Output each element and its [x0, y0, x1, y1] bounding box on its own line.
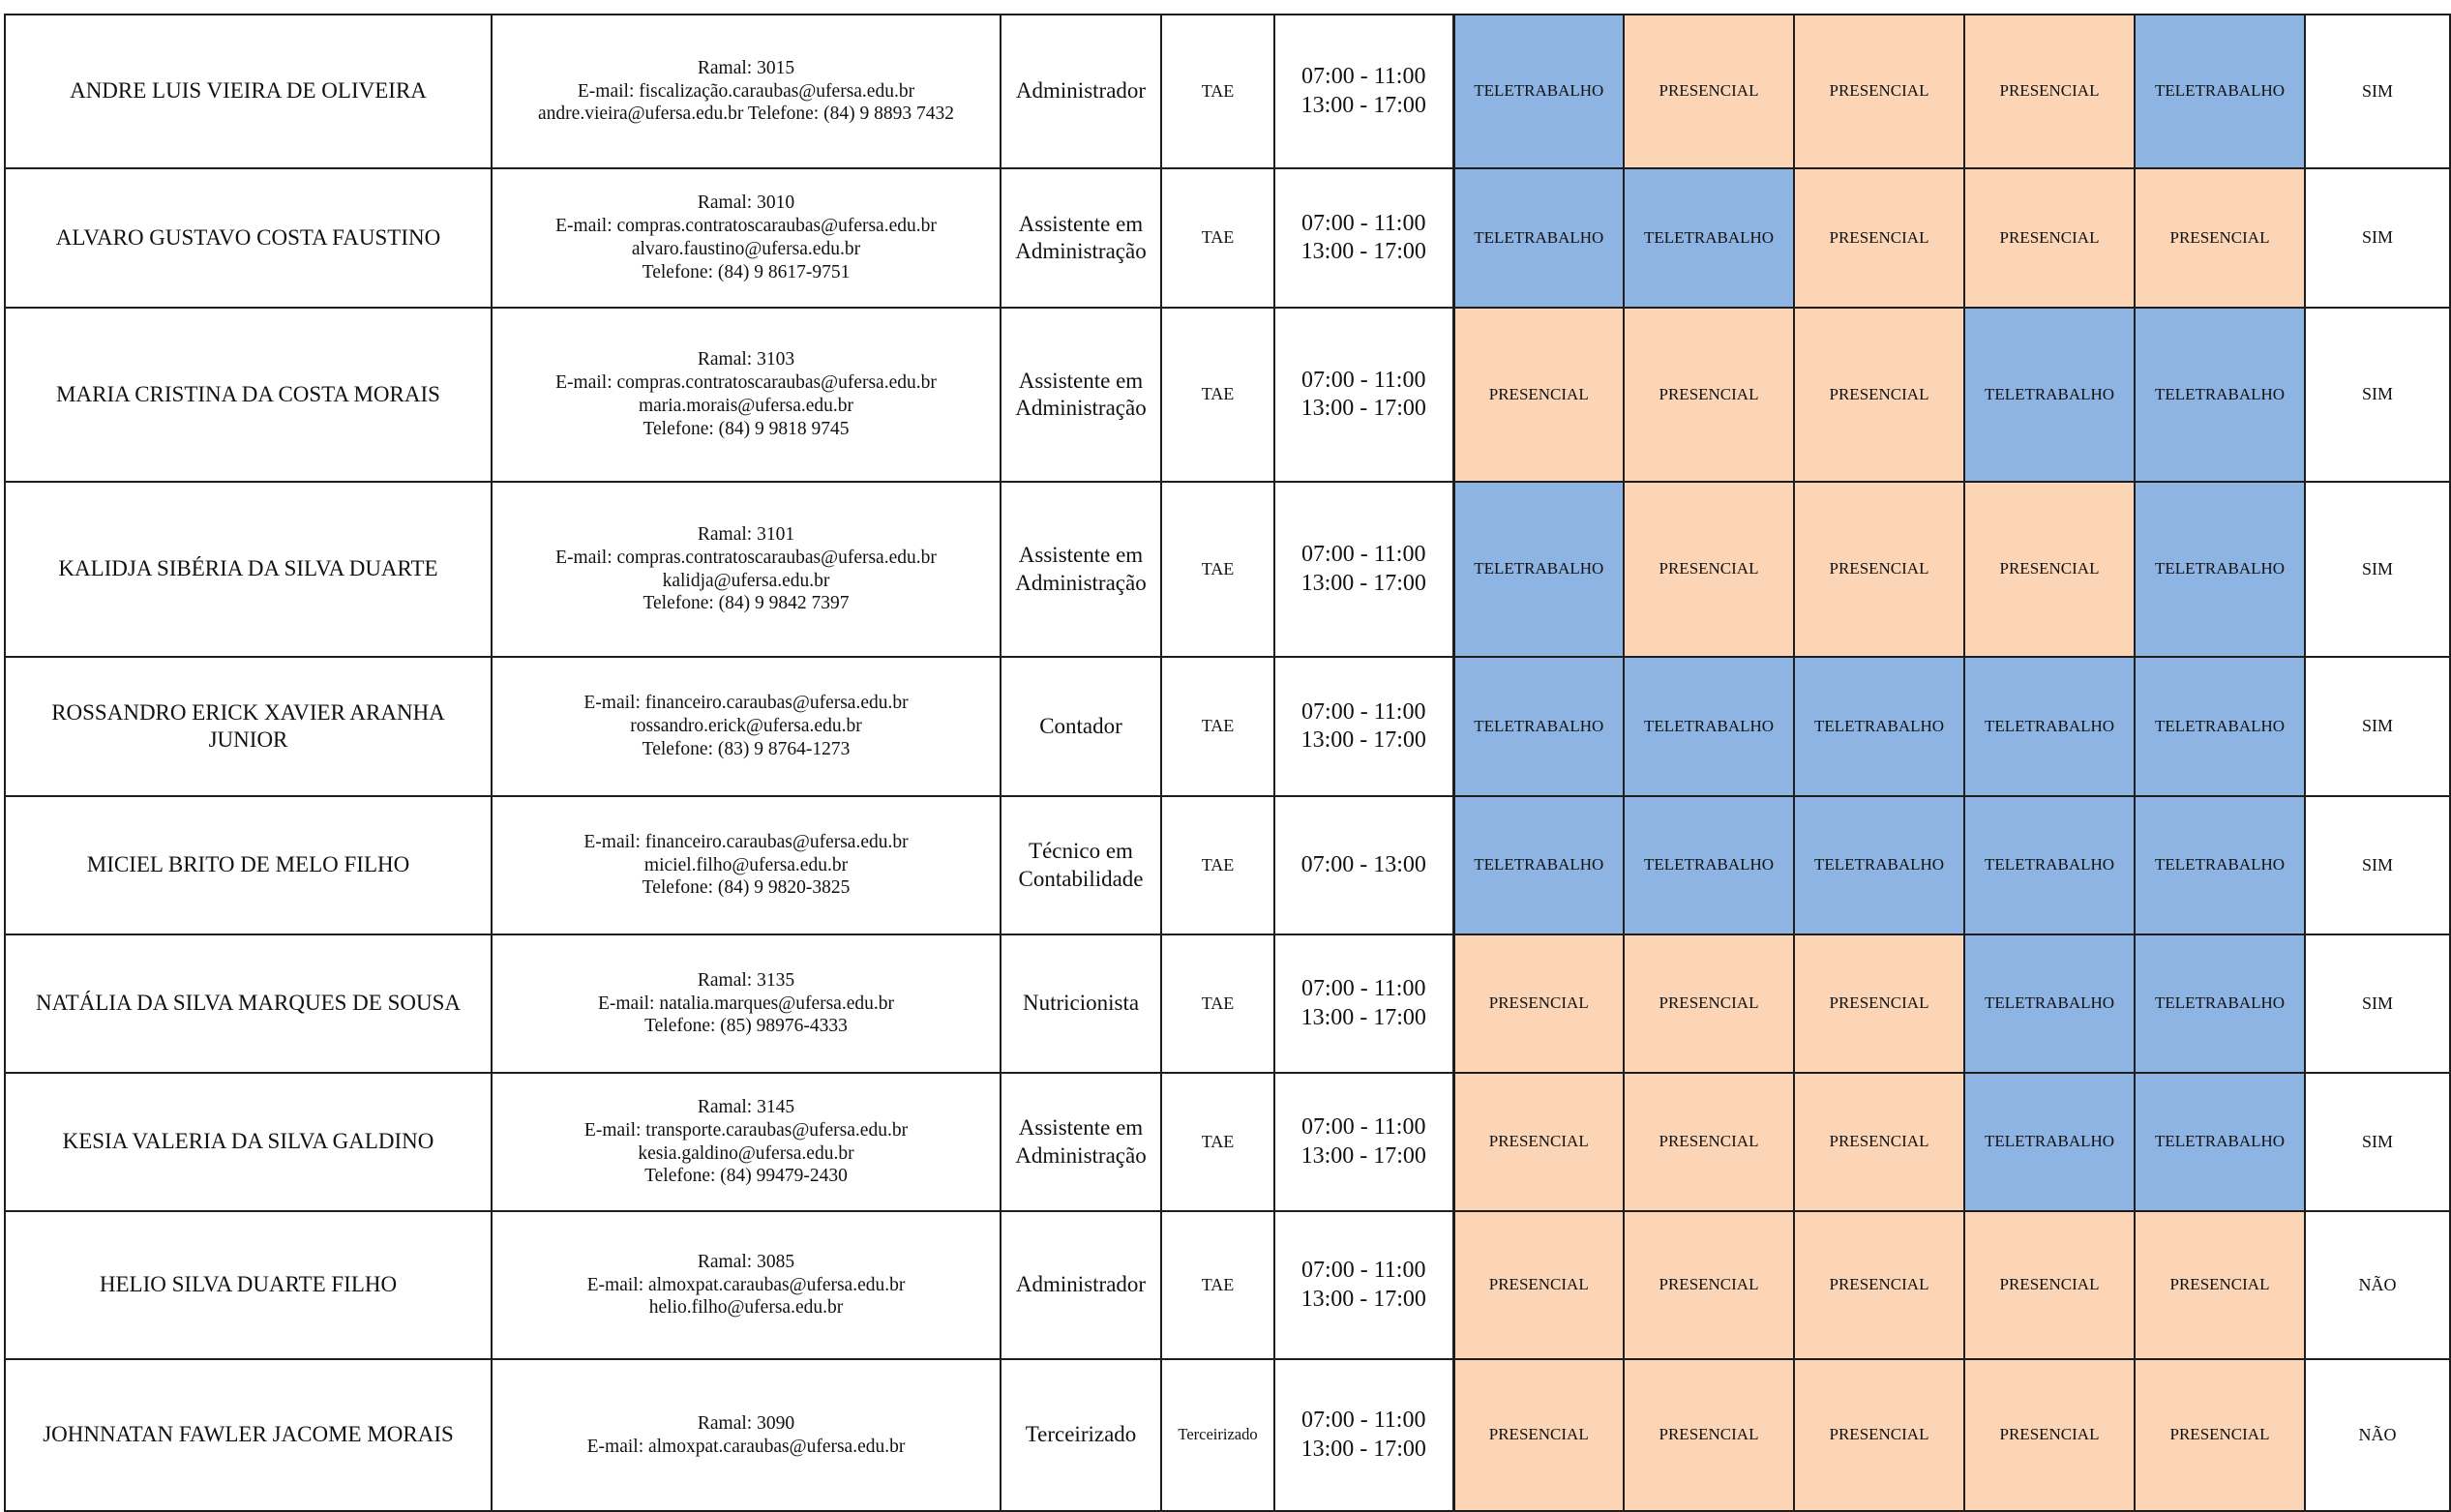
table-row: [5, 1073, 2450, 1211]
schedule-day-5: TELETRABALHO: [2135, 934, 2305, 1073]
job-title: [1001, 15, 1161, 168]
schedule-day-3: PRESENCIAL: [1794, 15, 1964, 168]
schedule-day-3: PRESENCIAL: [1794, 1359, 1964, 1511]
employee-name: MARIA CRISTINA DA COSTA MORAIS: [5, 308, 492, 482]
schedule-day-5: TELETRABALHO: [2135, 15, 2305, 168]
table-body: [5, 15, 2450, 1511]
schedule-day-3: PRESENCIAL: [1794, 934, 1964, 1073]
contact-info: [492, 1073, 1001, 1211]
status-flag: SIM: [2305, 1073, 2450, 1211]
schedule-day-3: PRESENCIAL: [1794, 1211, 1964, 1359]
work-hours-line: 07:00 - 11:00: [1301, 367, 1426, 393]
contact-info: [492, 796, 1001, 934]
table-row: [5, 15, 2450, 168]
table-row: [5, 308, 2450, 482]
contact-line: E-mail: almoxpat.caraubas@ufersa.edu.br: [586, 1436, 906, 1457]
schedule-day-3: PRESENCIAL: [1794, 482, 1964, 657]
work-hours-line: 13:00 - 17:00: [1300, 1286, 1426, 1312]
table-row: [5, 482, 2450, 657]
contact-line: E-mail: compras.contratoscaraubas@ufersa.edu.br: [555, 547, 937, 568]
job-title: [1001, 482, 1161, 657]
job-title: [1001, 796, 1161, 934]
work-hours-line: 07:00 - 11:00: [1301, 542, 1426, 568]
staff-schedule-table: [4, 14, 2451, 1512]
status-flag: SIM: [2305, 15, 2450, 168]
contact-line: E-mail: natalia.marques@ufersa.edu.br: [597, 993, 894, 1014]
schedule-day-5: TELETRABALHO: [2135, 482, 2305, 657]
work-hours-line: 13:00 - 17:00: [1300, 396, 1426, 421]
work-hours-line: 13:00 - 17:00: [1300, 92, 1426, 118]
work-hours-line: 07:00 - 11:00: [1301, 1258, 1426, 1284]
job-title-line: Assistente em: [1018, 368, 1144, 393]
work-hours-line: 13:00 - 17:00: [1300, 1436, 1426, 1462]
category: TAE: [1161, 308, 1274, 482]
work-hours-line: 13:00 - 17:00: [1300, 1004, 1426, 1030]
job-title-line: Administração: [1015, 570, 1147, 595]
contact-line: E-mail: financeiro.caraubas@ufersa.edu.br: [583, 831, 909, 852]
contact-line: Ramal: 3010: [697, 193, 795, 214]
contact-info: [492, 15, 1001, 168]
contact-line: helio.filho@ufersa.edu.br: [648, 1297, 844, 1319]
schedule-day-3: TELETRABALHO: [1794, 657, 1964, 796]
job-title: [1001, 1359, 1161, 1511]
schedule-day-5: PRESENCIAL: [2135, 1359, 2305, 1511]
status-flag: NÃO: [2305, 1211, 2450, 1359]
contact-line: Ramal: 3103: [697, 349, 795, 371]
contact-line: rossandro.erick@ufersa.edu.br: [630, 716, 862, 737]
contact-line: E-mail: compras.contratoscaraubas@ufersa.edu.br: [555, 372, 937, 394]
schedule-day-4: PRESENCIAL: [1964, 1211, 2135, 1359]
schedule-day-4: TELETRABALHO: [1964, 934, 2135, 1073]
table-row: [5, 168, 2450, 308]
schedule-day-1: PRESENCIAL: [1453, 1073, 1624, 1211]
category: TAE: [1161, 934, 1274, 1073]
schedule-day-4: PRESENCIAL: [1964, 168, 2135, 308]
employee-name: NATÁLIA DA SILVA MARQUES DE SOUSA: [5, 934, 492, 1073]
contact-line: maria.morais@ufersa.edu.br: [638, 396, 854, 416]
work-hours-line: 07:00 - 13:00: [1300, 851, 1426, 877]
category: TAE: [1161, 168, 1274, 308]
schedule-day-1: PRESENCIAL: [1453, 934, 1624, 1073]
category: TAE: [1161, 657, 1274, 796]
schedule-day-5: PRESENCIAL: [2135, 168, 2305, 308]
schedule-day-5: TELETRABALHO: [2135, 308, 2305, 482]
employee-name: ALVARO GUSTAVO COSTA FAUSTINO: [5, 168, 492, 308]
work-hours: [1274, 934, 1453, 1073]
schedule-day-3: TELETRABALHO: [1794, 796, 1964, 934]
table-row: [5, 796, 2450, 934]
contact-line: Telefone: (83) 9 8764-1273: [642, 738, 851, 759]
job-title-line: Assistente em: [1018, 543, 1144, 568]
employee-name: ROSSANDRO ERICK XAVIER ARANHA JUNIOR: [5, 657, 492, 796]
schedule-day-1: TELETRABALHO: [1453, 15, 1624, 168]
schedule-day-5: TELETRABALHO: [2135, 796, 2305, 934]
job-title: [1001, 308, 1161, 482]
category: TAE: [1161, 1073, 1274, 1211]
status-flag: SIM: [2305, 168, 2450, 308]
job-title-line: Terceirizado: [1025, 1422, 1137, 1447]
work-hours-line: 07:00 - 11:00: [1301, 1408, 1426, 1434]
employee-name: HELIO SILVA DUARTE FILHO: [5, 1211, 492, 1359]
schedule-day-1: TELETRABALHO: [1453, 796, 1624, 934]
schedule-day-4: TELETRABALHO: [1964, 308, 2135, 482]
schedule-day-1: PRESENCIAL: [1453, 1211, 1624, 1359]
schedule-day-1: TELETRABALHO: [1453, 657, 1624, 796]
schedule-day-4: TELETRABALHO: [1964, 657, 2135, 796]
contact-line: E-mail: compras.contratoscaraubas@ufersa.edu.br: [555, 216, 937, 237]
work-hours: [1274, 657, 1453, 796]
work-hours: [1274, 168, 1453, 308]
schedule-day-2: PRESENCIAL: [1624, 934, 1794, 1073]
contact-info: [492, 934, 1001, 1073]
work-hours-line: 07:00 - 11:00: [1301, 1114, 1426, 1141]
work-hours-line: 13:00 - 17:00: [1300, 727, 1426, 753]
status-flag: SIM: [2305, 934, 2450, 1073]
schedule-day-2: PRESENCIAL: [1624, 1073, 1794, 1211]
schedule-day-2: PRESENCIAL: [1624, 308, 1794, 482]
contact-line: miciel.filho@ufersa.edu.br: [643, 854, 849, 875]
schedule-day-2: TELETRABALHO: [1624, 657, 1794, 796]
schedule-day-5: TELETRABALHO: [2135, 1073, 2305, 1211]
work-hours-line: 13:00 - 17:00: [1300, 570, 1426, 596]
category: TAE: [1161, 15, 1274, 168]
contact-info: [492, 657, 1001, 796]
work-hours-line: 13:00 - 17:00: [1300, 239, 1426, 264]
schedule-day-4: TELETRABALHO: [1964, 796, 2135, 934]
employee-name: KALIDJA SIBÉRIA DA SILVA DUARTE: [5, 482, 492, 657]
contact-info: [492, 168, 1001, 308]
contact-line: Ramal: 3015: [697, 57, 795, 78]
contact-line: Telefone: (85) 98976-4333: [644, 1016, 848, 1037]
work-hours: [1274, 308, 1453, 482]
job-title-line: Técnico em: [1029, 839, 1133, 864]
work-hours: [1274, 1211, 1453, 1359]
table-row: [5, 657, 2450, 796]
contact-line: Telefone: (84) 9 9842 7397: [643, 593, 850, 614]
category: TAE: [1161, 796, 1274, 934]
table-row: [5, 1359, 2450, 1511]
employee-name: ANDRE LUIS VIEIRA DE OLIVEIRA: [5, 15, 492, 168]
job-title-line: Contador: [1039, 713, 1122, 738]
job-title: [1001, 1211, 1161, 1359]
schedule-day-4: PRESENCIAL: [1964, 15, 2135, 168]
job-title: [1001, 934, 1161, 1073]
job-title-line: Administração: [1015, 396, 1147, 420]
schedule-day-3: PRESENCIAL: [1794, 308, 1964, 482]
work-hours: [1274, 482, 1453, 657]
schedule-day-2: TELETRABALHO: [1624, 796, 1794, 934]
schedule-day-1: TELETRABALHO: [1453, 168, 1624, 308]
employee-name: KESIA VALERIA DA SILVA GALDINO: [5, 1073, 492, 1211]
schedule-day-1: TELETRABALHO: [1453, 482, 1624, 657]
job-title-line: Assistente em: [1018, 1115, 1144, 1141]
contact-line: Ramal: 3090: [697, 1412, 795, 1434]
work-hours-line: 07:00 - 11:00: [1301, 698, 1426, 725]
contact-line: Ramal: 3145: [697, 1096, 795, 1117]
schedule-day-4: PRESENCIAL: [1964, 1359, 2135, 1511]
job-title-line: Administrador: [1015, 1272, 1147, 1297]
work-hours: [1274, 15, 1453, 168]
contact-line: Telefone: (84) 9 9820-3825: [642, 877, 851, 899]
contact-info: [492, 308, 1001, 482]
job-title-line: Administração: [1015, 1142, 1147, 1168]
job-title-line: Administrador: [1015, 78, 1147, 104]
schedule-day-2: PRESENCIAL: [1624, 482, 1794, 657]
schedule-day-4: TELETRABALHO: [1964, 1073, 2135, 1211]
category: TAE: [1161, 482, 1274, 657]
schedule-day-5: PRESENCIAL: [2135, 1211, 2305, 1359]
contact-line: Telefone: (84) 9 9818 9745: [643, 418, 850, 439]
status-flag: SIM: [2305, 657, 2450, 796]
contact-line: alvaro.faustino@ufersa.edu.br: [631, 239, 861, 259]
job-title: [1001, 657, 1161, 796]
contact-line: Ramal: 3085: [697, 1251, 795, 1272]
status-flag: SIM: [2305, 482, 2450, 657]
work-hours: [1274, 1073, 1453, 1211]
schedule-day-1: PRESENCIAL: [1453, 1359, 1624, 1511]
schedule-day-4: PRESENCIAL: [1964, 482, 2135, 657]
schedule-day-3: PRESENCIAL: [1794, 1073, 1964, 1211]
employee-name: JOHNNATAN FAWLER JACOME MORAIS: [5, 1359, 492, 1511]
job-title-line: Nutricionista: [1022, 991, 1140, 1016]
contact-line: E-mail: financeiro.caraubas@ufersa.edu.br: [583, 693, 909, 714]
schedule-day-5: TELETRABALHO: [2135, 657, 2305, 796]
contact-info: [492, 482, 1001, 657]
job-title: [1001, 1073, 1161, 1211]
contact-line: E-mail: transporte.caraubas@ufersa.edu.br: [583, 1119, 909, 1141]
job-title-line: Contabilidade: [1018, 866, 1144, 891]
contact-info: [492, 1211, 1001, 1359]
job-title: [1001, 168, 1161, 308]
work-hours-line: 07:00 - 11:00: [1301, 976, 1426, 1002]
contact-line: Ramal: 3101: [697, 523, 795, 545]
work-hours-line: 07:00 - 11:00: [1301, 210, 1426, 236]
table-row: [5, 1211, 2450, 1359]
contact-line: Telefone: (84) 99479-2430: [644, 1166, 848, 1187]
contact-line: E-mail: almoxpat.caraubas@ufersa.edu.br: [586, 1274, 906, 1295]
work-hours-line: 13:00 - 17:00: [1300, 1142, 1426, 1169]
schedule-day-2: PRESENCIAL: [1624, 1359, 1794, 1511]
work-hours-line: 07:00 - 11:00: [1301, 64, 1426, 90]
table-row: [5, 934, 2450, 1073]
category: TAE: [1161, 1211, 1274, 1359]
schedule-day-3: PRESENCIAL: [1794, 168, 1964, 308]
job-title-line: Assistente em: [1018, 211, 1144, 236]
schedule-day-2: PRESENCIAL: [1624, 15, 1794, 168]
schedule-day-2: TELETRABALHO: [1624, 168, 1794, 308]
contact-line: kalidja@ufersa.edu.br: [662, 570, 830, 591]
schedule-day-1: PRESENCIAL: [1453, 308, 1624, 482]
status-flag: SIM: [2305, 796, 2450, 934]
work-hours: [1274, 1359, 1453, 1511]
work-hours: [1274, 796, 1453, 934]
contact-line: Ramal: 3135: [697, 969, 795, 991]
employee-name: MICIEL BRITO DE MELO FILHO: [5, 796, 492, 934]
schedule-day-2: PRESENCIAL: [1624, 1211, 1794, 1359]
job-title-line: Administração: [1015, 239, 1147, 263]
contact-line: E-mail: fiscalização.caraubas@ufersa.edu.br: [577, 80, 915, 102]
category: Terceirizado: [1161, 1359, 1274, 1511]
contact-line: kesia.galdino@ufersa.edu.br: [638, 1142, 854, 1164]
contact-line: andre.vieira@ufersa.edu.br Telefone: (84) 9 8893 7432: [538, 104, 954, 125]
status-flag: SIM: [2305, 308, 2450, 482]
contact-line: Telefone: (84) 9 8617-9751: [642, 261, 851, 282]
status-flag: NÃO: [2305, 1359, 2450, 1511]
contact-info: [492, 1359, 1001, 1511]
